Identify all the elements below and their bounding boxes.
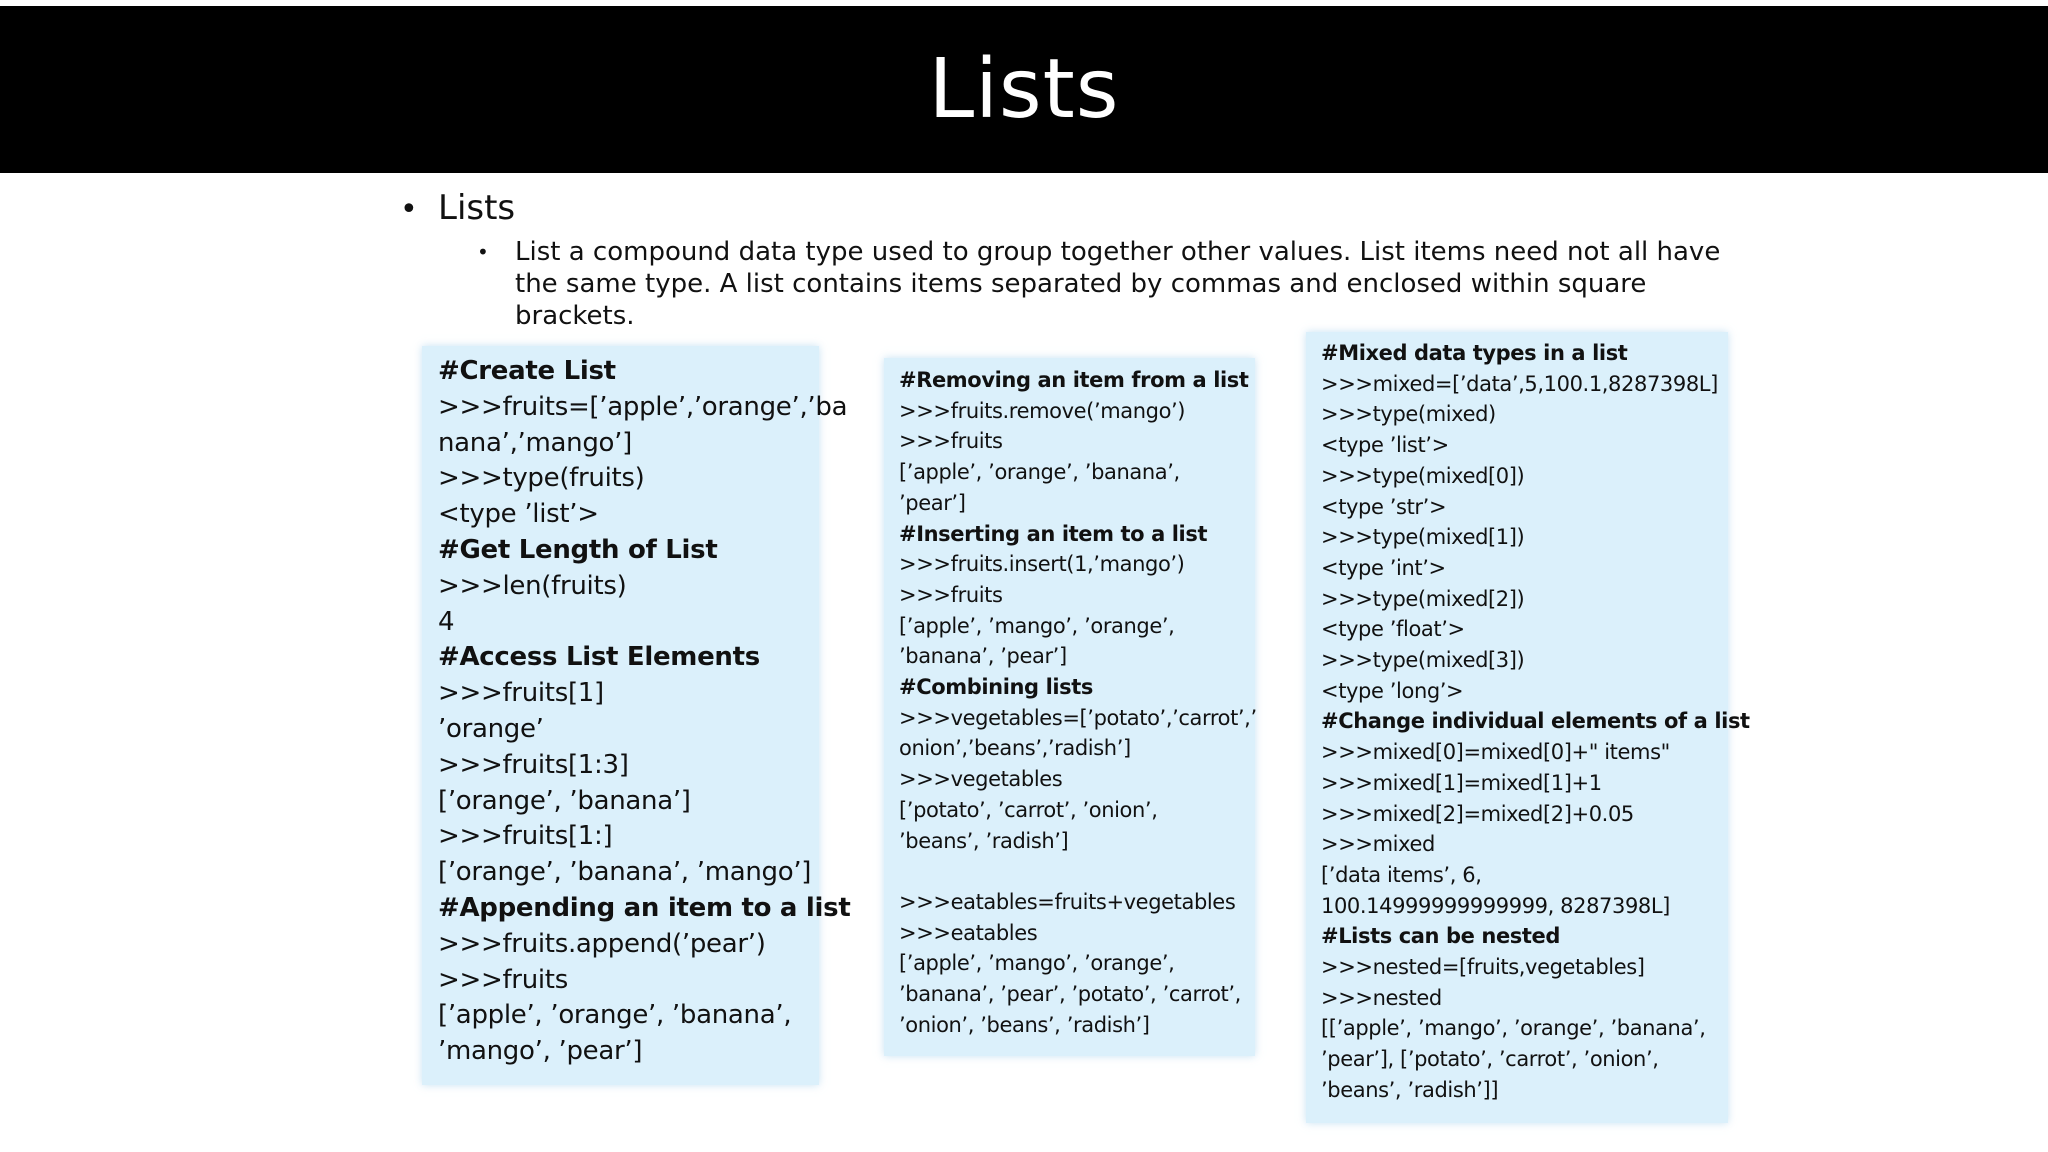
code-line: >>>type(mixed[1]) <box>1321 525 1525 550</box>
code-line: >>>type(mixed[3]) <box>1321 648 1525 673</box>
code-line: nana’,’mango’] <box>438 427 632 458</box>
code-box-create-list <box>422 346 851 1085</box>
code-line: >>>eatables=fruits+vegetables <box>899 889 1236 914</box>
slide-title: Lists <box>928 42 1120 137</box>
title-bar <box>0 6 2048 173</box>
code-line: [’apple’, ’mango’, ’orange’, <box>899 951 1175 976</box>
code-box-mixed-types <box>1306 332 1750 1123</box>
code-line: >>>type(mixed[0]) <box>1321 463 1525 488</box>
code-line: [’orange’, ’banana’] <box>438 785 691 816</box>
code-line: >>>fruits.remove(’mango’) <box>899 398 1186 423</box>
code-line: >>>fruits <box>438 964 568 995</box>
code-line: >>>vegetables=[’potato’,’carrot’,’ <box>899 705 1257 730</box>
section-heading: #Removing an item from a list <box>899 368 1249 392</box>
code-line: onion’,’beans’,’radish’] <box>899 736 1131 761</box>
bullet-text: Lists <box>438 188 516 228</box>
code-line: ’banana’, ’pear’, ’potato’, ’carrot’, <box>899 982 1241 1007</box>
code-line: >>>mixed <box>1321 832 1435 857</box>
code-line: >>>fruits=[’apple’,’orange’,’ba <box>438 391 848 422</box>
section-heading: #Access List Elements <box>438 642 760 673</box>
code-line: [’potato’, ’carrot’, ’onion’, <box>899 797 1158 822</box>
code-line: ’beans’, ’radish’] <box>899 828 1069 853</box>
bullet-dot-icon: • <box>477 240 489 264</box>
code-line: >>>fruits <box>899 582 1003 607</box>
code-line: 100.14999999999999, 8287398L] <box>1321 893 1670 918</box>
code-line: >>>vegetables <box>899 767 1063 792</box>
section-heading: #Create List <box>438 356 616 386</box>
code-line: >>>type(fruits) <box>438 463 645 494</box>
code-line: [[’apple’, ’mango’, ’orange’, ’banana’, <box>1321 1016 1706 1041</box>
code-line: ’pear’] <box>899 490 966 515</box>
bullet-dot-icon: • <box>400 192 418 227</box>
code-line: >>>eatables <box>899 920 1038 945</box>
code-line: ’pear’], [’potato’, ’carrot’, ’onion’, <box>1321 1047 1659 1072</box>
code-line: >>>fruits[1:] <box>438 821 613 852</box>
code-line: [’apple’, ’mango’, ’orange’, <box>899 613 1175 638</box>
code-line: >>>fruits.append(’pear’) <box>438 928 766 959</box>
code-line: 4 <box>438 606 455 637</box>
code-line: <type ’float’> <box>1321 617 1465 642</box>
section-heading: #Appending an item to a list <box>438 892 851 923</box>
code-line: ’onion’, ’beans’, ’radish’] <box>899 1012 1150 1037</box>
section-heading: #Inserting an item to a list <box>899 521 1208 546</box>
code-line: <type ’list’> <box>438 499 599 530</box>
code-line: >>>fruits[1:3] <box>438 749 629 780</box>
bullet-level-2 <box>477 236 1727 332</box>
code-line: ’banana’, ’pear’] <box>899 644 1067 669</box>
code-line: <type ’str’> <box>1321 494 1447 519</box>
code-line: >>>nested=[fruits,vegetables] <box>1321 955 1645 980</box>
section-heading: #Lists can be nested <box>1321 924 1560 949</box>
code-line: <type ’list’> <box>1321 433 1449 458</box>
code-line: >>>len(fruits) <box>438 570 627 601</box>
code-line: >>>mixed[1]=mixed[1]+1 <box>1321 770 1602 795</box>
section-heading: #Change individual elements of a list <box>1321 709 1750 734</box>
code-line: [’apple’, ’orange’, ’banana’, <box>899 460 1180 485</box>
code-line: ’mango’, ’pear’] <box>438 1036 643 1067</box>
code-line <box>899 856 1255 887</box>
section-heading: #Mixed data types in a list <box>1321 341 1628 365</box>
code-line: [’data items’, 6, <box>1321 862 1482 887</box>
code-box-modify-list <box>884 358 1255 1056</box>
code-line: ’beans’, ’radish’]] <box>1321 1077 1499 1102</box>
code-line: >>>nested <box>1321 985 1442 1010</box>
code-line: >>>mixed[0]=mixed[0]+" items" <box>1321 740 1670 765</box>
code-line: >>>fruits <box>899 429 1003 454</box>
code-line: ’orange’ <box>438 713 544 744</box>
code-line: >>>mixed=[’data’,5,100.1,8287398L] <box>1321 371 1718 396</box>
code-line: [’apple’, ’orange’, ’banana’, <box>438 1000 792 1031</box>
section-heading: #Get Length of List <box>438 534 718 565</box>
code-line: >>>type(mixed) <box>1321 402 1496 427</box>
bullet-level-1 <box>400 188 515 228</box>
subbullet-text: List a compound data type used to group together other values. List items need not all have the same type. A list contains items separated by commas and enclosed within square brackets. <box>515 237 1721 331</box>
code-line: >>>fruits.insert(1,’mango’) <box>899 552 1185 577</box>
code-line: <type ’long’> <box>1321 678 1464 703</box>
code-line: >>>mixed[2]=mixed[2]+0.05 <box>1321 801 1634 826</box>
code-line: >>>type(mixed[2]) <box>1321 586 1525 611</box>
code-line: <type ’int’> <box>1321 555 1446 580</box>
code-line: [’orange’, ’banana’, ’mango’] <box>438 857 812 888</box>
code-line: >>>fruits[1] <box>438 678 604 709</box>
section-heading: #Combining lists <box>899 675 1094 700</box>
